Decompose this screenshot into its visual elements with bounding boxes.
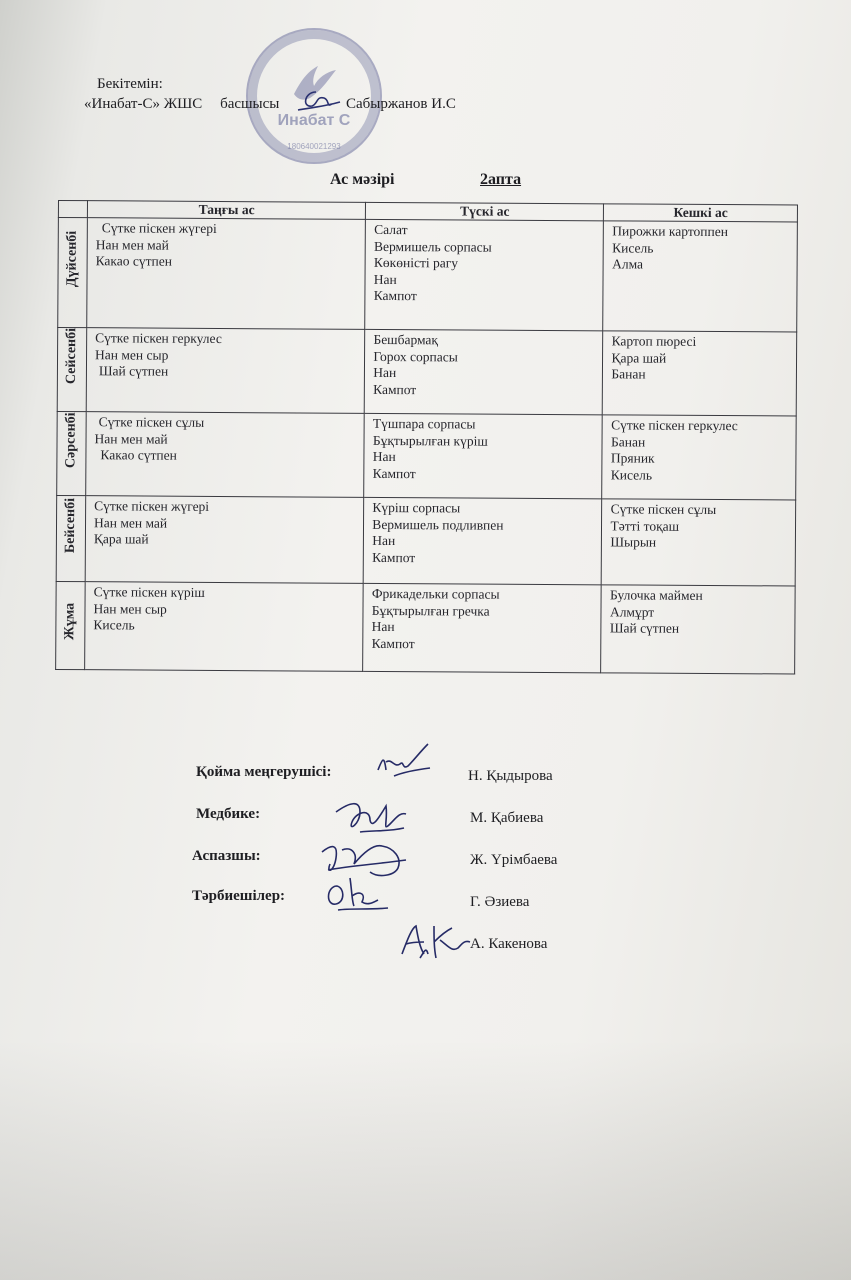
stamp-number: 180640021293 <box>287 142 341 151</box>
director-name: Сабыржанов И.С <box>346 96 456 112</box>
menu-item: Нан мен сыр <box>95 346 169 363</box>
lunch-cell <box>363 583 602 672</box>
staff-role: Медбике: <box>196 806 261 822</box>
menu-item: Сүтке піскен сұлы <box>98 414 205 430</box>
menu-item: Шай сүтпен <box>98 363 169 379</box>
menu-item: Шырын <box>610 534 657 550</box>
director-org: «Инабат-С» ЖШС <box>84 96 203 112</box>
director-signature-icon <box>296 86 342 116</box>
breakfast-cell <box>86 328 365 414</box>
lunch-cell <box>365 329 604 414</box>
staff-name: Ж. Үрімбаева <box>470 852 558 868</box>
dinner-cell <box>602 415 796 500</box>
table-row <box>56 495 796 586</box>
staff-role: Тәрбиешілер: <box>192 888 286 904</box>
dinner-cell <box>601 585 795 674</box>
menu-item: Алма <box>612 256 644 272</box>
menu-item: Банан <box>610 433 646 450</box>
menu-item: Сүтке піскен жүгері <box>94 498 210 514</box>
menu-item: Булочка маймен <box>610 587 703 603</box>
lunch-cell <box>363 497 602 584</box>
menu-item: Сүтке піскен геркулес <box>95 330 222 347</box>
breakfast-cell <box>85 496 364 584</box>
menu-item: Какао сүтпен <box>95 253 173 269</box>
menu-item: Қара шай <box>93 531 149 547</box>
stamp-name: Инабат С <box>277 112 351 129</box>
menu-item: Нан <box>373 364 397 381</box>
director-line <box>84 96 279 113</box>
director-role: басшысы <box>220 96 280 112</box>
menu-item: Картоп пюресі <box>611 333 697 349</box>
menu-item: Салат <box>374 221 408 238</box>
menu-item: Көкөністі рагу <box>373 254 459 271</box>
menu-item: Нан <box>373 271 397 287</box>
menu-item: Қара шай <box>611 349 667 366</box>
menu-item: Нан мен май <box>93 514 168 531</box>
menu-item: Нан <box>371 618 395 635</box>
menu-item: Бешбармақ <box>373 331 439 348</box>
signature-icon <box>330 792 410 838</box>
menu-item: Тәтті тоқаш <box>610 517 680 534</box>
staff-name: М. Қабиева <box>470 810 544 826</box>
menu-item: Кампот <box>372 549 416 565</box>
signature-icon <box>322 872 392 916</box>
menu-item: Нан <box>372 448 396 465</box>
menu-item: Сүтке піскен күріш <box>93 584 205 600</box>
day-cell <box>56 495 86 581</box>
menu-table <box>55 200 798 675</box>
column-header-dinner: Кешкі ас <box>604 204 798 222</box>
menu-item: Кампот <box>373 381 417 397</box>
corner-cell <box>58 201 87 218</box>
day-cell <box>57 411 87 495</box>
breakfast-cell <box>85 582 364 672</box>
menu-item: Фрикадельки сорпасы <box>371 585 500 602</box>
day-cell <box>56 581 86 669</box>
menu-item: Алмұрт <box>609 603 655 620</box>
menu-item: Бұқтырылған гречка <box>371 602 490 619</box>
table-row <box>58 218 798 333</box>
menu-item: Шай сүтпен <box>609 620 680 636</box>
breakfast-cell <box>87 218 366 330</box>
menu-item: Нан мен май <box>95 236 169 253</box>
table-row <box>57 411 796 500</box>
table-row <box>57 328 796 417</box>
menu-item: Какао сүтпен <box>100 447 177 463</box>
column-header-lunch: Түскі ас <box>366 202 604 220</box>
menu-item: Түшпара сорпасы <box>372 415 476 432</box>
menu-item: Вермишель подливпен <box>372 516 504 533</box>
dinner-cell <box>603 221 797 332</box>
week-label: 2апта <box>480 171 522 188</box>
day-label: Дүйсенбі <box>64 230 80 287</box>
dinner-cell <box>602 499 796 586</box>
lunch-cell <box>365 219 604 330</box>
menu-item: Нан мен май <box>94 430 168 447</box>
day-cell <box>58 218 88 328</box>
menu-item: Вермишель сорпасы <box>373 238 492 255</box>
menu-item: Сүтке піскен сұлы <box>610 501 717 518</box>
staff-role: Аспазшы: <box>192 848 261 864</box>
menu-item: Пряник <box>610 450 655 466</box>
menu-item: Пирожки картоппен <box>612 223 729 240</box>
menu-item: Сүтке піскен геркулес <box>611 417 738 434</box>
staff-role: Қойма меңгерушісі: <box>196 764 332 780</box>
signature-icon <box>398 918 474 962</box>
dinner-cell <box>603 331 797 416</box>
menu-item: Кисель <box>93 617 135 633</box>
approval-label: Бекітемін: <box>97 76 163 92</box>
lunch-cell <box>364 413 603 498</box>
column-header-breakfast: Таңғы ас <box>87 201 365 220</box>
menu-item: Күріш сорпасы <box>372 499 461 516</box>
staff-name: Н. Қыдырова <box>468 768 553 784</box>
signature-icon <box>374 740 434 782</box>
table-row <box>56 581 796 674</box>
day-label: Бейсенбі <box>62 497 79 553</box>
menu-item: Кисель <box>610 466 653 483</box>
menu-item: Банан <box>611 366 646 382</box>
menu-item: Сүтке піскен жүгері <box>101 220 217 236</box>
breakfast-cell <box>86 412 365 498</box>
day-label: Сейсенбі <box>63 327 80 384</box>
menu-item: Кампот <box>371 635 415 651</box>
day-label: Сәрсенбі <box>63 411 79 468</box>
page-title: Ас мәзірі <box>330 171 395 188</box>
staff-name: А. Какенова <box>470 936 548 952</box>
menu-item: Бұқтырылған күріш <box>372 432 488 449</box>
day-label: Жұма <box>62 602 78 640</box>
day-cell <box>57 328 87 412</box>
menu-item: Нан <box>372 532 396 549</box>
staff-name: Г. Әзиева <box>470 894 530 910</box>
menu-item: Кисель <box>612 239 654 256</box>
menu-item: Кампот <box>372 465 416 481</box>
menu-item: Нан мен сыр <box>93 600 167 617</box>
page-shadow <box>0 1040 851 1280</box>
menu-item: Горох сорпасы <box>373 348 458 364</box>
menu-item: Кампот <box>373 287 417 304</box>
